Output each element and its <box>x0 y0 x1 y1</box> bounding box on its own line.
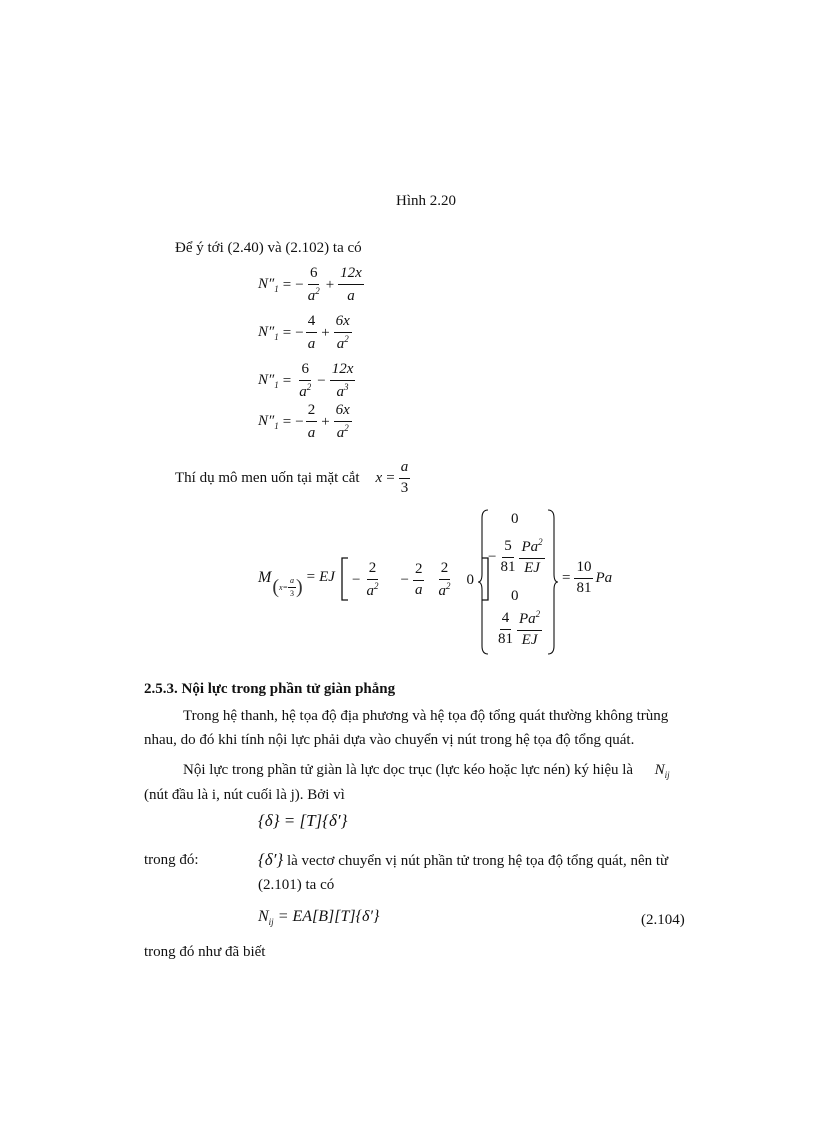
derivative-eq-2: $N''_1$ = − $\frac{4}{a}$ + $\frac{6x}{a^2}$ <box>258 313 350 352</box>
derivative-eq-1: $N''_1$ = − $\frac{6}{a^2}$ + $\frac{12x}{a}$ <box>258 265 362 304</box>
equation-2104: $N_{ij} = EA[B][T]\{\delta'\}$ <box>258 908 380 928</box>
vector-entry-3: 0 <box>511 588 519 604</box>
where-line-1: {δ′} là vectơ chuyển vị nút phần tử trong hệ tọa độ tổng quát, nên từ <box>258 850 669 869</box>
paragraph-1-line-2: nhau, do đó khi tính nội lực phải dựa vào chuyển vị nút trong hệ tọa độ tổng quát. <box>144 732 635 748</box>
eq-lhs: $N''_1$ <box>258 276 279 295</box>
fraction: $\frac{12x}{a^3}$ <box>331 361 354 400</box>
closing-text: trong đó như đã biết <box>144 944 266 960</box>
fraction: $\frac{2}{a}$ <box>414 561 423 598</box>
equation-number: (2.104) <box>641 912 685 928</box>
fraction: $\frac{2}{a^2}$ <box>366 560 379 599</box>
fraction: $\frac{12x}{a}$ <box>340 265 362 304</box>
example-text: Thí dụ mô men uốn tại mặt cắt <box>175 469 360 486</box>
fraction: $\frac{2}{a^2}$ <box>438 560 451 599</box>
derivative-eq-4: $N''_1$ = − $\frac{2}{a}$ + $\frac{6x}{a^2}$ <box>258 402 350 441</box>
moment-subscript: ( x= $\frac{a}{3}$ ) <box>272 575 303 598</box>
fraction: $\frac{6x}{a^2}$ <box>335 313 350 352</box>
paragraph-1-line-1: Trong hệ thanh, hệ tọa độ địa phương và hệ tọa độ tổng quát thường không trùng <box>183 708 669 724</box>
moment-result: = $\frac{10}{81}$ Pa <box>562 559 613 596</box>
fraction: $\frac{6}{a^2}$ <box>299 361 312 400</box>
paragraph-2-line-1: Nội lực trong phần tử giàn là lực dọc trục (lực kéo hoặc lực nén) ký hiệu là $N_{ij}$ <box>183 762 670 780</box>
fraction: $\frac{a}{3}$ <box>400 459 409 496</box>
vector-entry-4 <box>496 610 542 649</box>
fraction: $\frac{2}{a}$ <box>307 402 316 441</box>
transform-equation: {δ} = [T]{δ′} <box>258 811 348 830</box>
moment-lhs: M ( x= $\frac{a}{3}$ ) = EJ <box>258 568 335 598</box>
fraction: $\frac{5}{81}$ <box>500 538 516 575</box>
section-heading: 2.5.3. Nội lực trong phần tử giàn phẳng <box>144 681 396 697</box>
intro-text: Để ý tới (2.40) và (2.102) ta có <box>175 240 362 256</box>
where-line-2: (2.101) ta có <box>258 877 335 893</box>
fraction: $\frac{4}{a}$ <box>307 313 316 352</box>
where-label: trong đó: <box>144 852 199 868</box>
paragraph-2-line-2: (nút đầu là i, nút cuối là j). Bởi vì <box>144 787 345 803</box>
fraction: $\frac{6x}{a^2}$ <box>335 402 350 441</box>
force-symbol: $N_{ij}$ <box>654 762 670 780</box>
example-line: Thí dụ mô men uốn tại mặt cắt x = $\frac{a}{3}$ <box>175 459 409 496</box>
figure-caption: Hình 2.20 <box>396 193 456 209</box>
row-matrix: − $\frac{2}{a^2}$ − $\frac{2}{a}$ $\frac{2}{a^2}$ 0 <box>352 560 474 599</box>
fraction: $\frac{Pa^2}{EJ}$ <box>519 609 541 648</box>
fraction: $\frac{6}{a^2}$ <box>307 265 320 304</box>
fraction: $\frac{10}{81}$ <box>576 559 592 596</box>
fraction: $\frac{4}{81}$ <box>498 610 513 647</box>
fraction: $\frac{Pa^2}{EJ}$ <box>521 537 543 576</box>
vector-entry-2: − $\frac{5}{81}$ $\frac{Pa^2}{EJ}$ <box>488 537 543 576</box>
vector-entry-1: 0 <box>511 511 519 527</box>
derivative-eq-3: $N''_1$ = $\frac{6}{a^2}$ − $\frac{12x}{a^3}$ <box>258 361 354 400</box>
